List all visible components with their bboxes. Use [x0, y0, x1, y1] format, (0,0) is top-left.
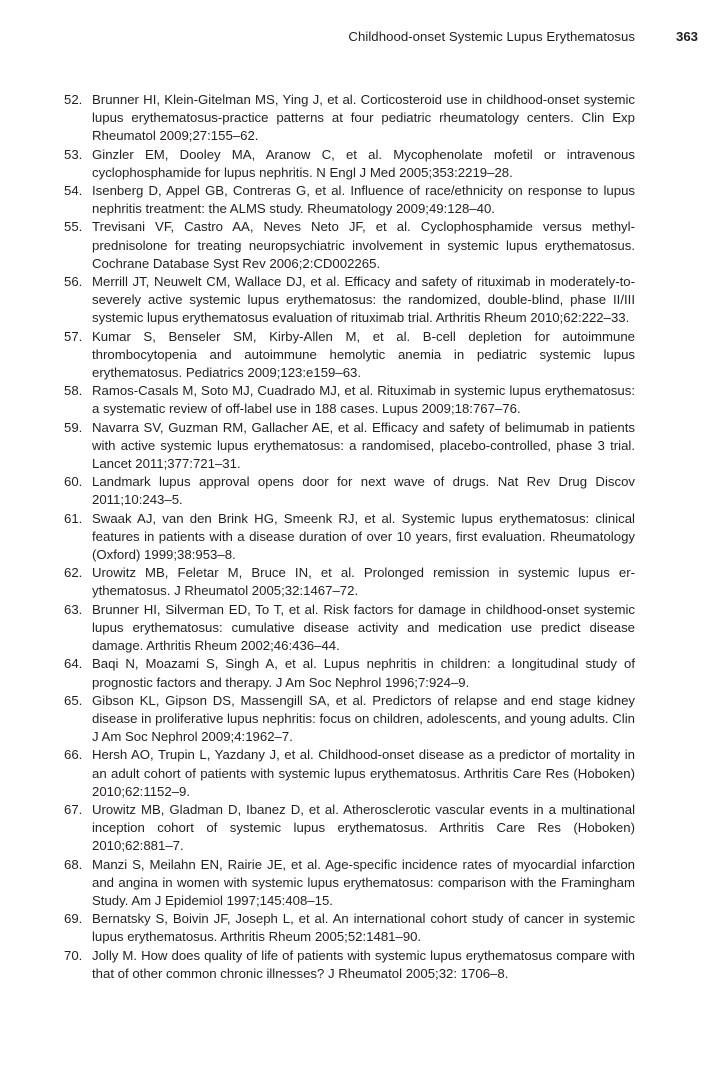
reference-item — [64, 146, 635, 182]
reference-text: Brunner HI, Silverman ED, To T, et al. Risk factors for damage in childhood-onset systemic lupus erythematosus: cumulative disease activity and medication use predict disease damage. Arthritis Rheum 2002;46:436–44. — [92, 601, 635, 654]
reference-item — [64, 801, 635, 856]
reference-item — [64, 91, 635, 146]
reference-item — [64, 473, 635, 509]
reference-text: Ramos-Casals M, Soto MJ, Cuadrado MJ, et al. Rituximab in systemic lupus erythematosus: a systematic review of off-label use in 188 cases. Lupus 2009;18:767–76. — [92, 383, 635, 417]
reference-text: Jolly M. How does quality of life of patients with systemic lupus erythematosus compare with that of other common chronic illnesses? J Rheumatol 2005;32: 1706–8. — [92, 947, 635, 981]
reference-item — [64, 947, 635, 983]
reference-number: 60. — [64, 474, 83, 490]
reference-item — [64, 856, 635, 911]
reference-number: 53. — [64, 146, 83, 162]
reference-item — [64, 218, 635, 273]
reference-item — [64, 273, 635, 328]
reference-number: 69. — [64, 911, 83, 927]
reference-list — [64, 91, 635, 983]
reference-number: 59. — [64, 419, 83, 435]
reference-text: Baqi N, Moazami S, Singh A, et al. Lupus nephritis in children: a longitudinal study of prognostic factors and therapy. J Am Soc Nephrol 1996;7:924–9. — [92, 656, 635, 690]
page-number: 363 — [675, 29, 698, 44]
reference-number: 61. — [64, 510, 83, 526]
page-header — [0, 29, 728, 49]
reference-text: Merrill JT, Neuwelt CM, Wallace DJ, et al. Efficacy and safety of rituximab in moderately-to-severely active systemic lupus erythematosus: the randomized, double-blind, phase II/III systemic lupus erythematosus evaluation of rituximab trial. Arthritis Rheum 2010;62:222–33. — [92, 274, 635, 326]
reference-item — [64, 601, 635, 656]
reference-number: 63. — [64, 601, 83, 617]
reference-item — [64, 182, 635, 218]
reference-item — [64, 564, 635, 600]
reference-text: Brunner HI, Klein-Gitelman MS, Ying J, et al. Corticosteroid use in childhood-onset systemic lupus erythematosus-practice patterns at four pediatric rheumatology centers. Clin Exp Rheumatol 2009;27:155–62. — [92, 92, 635, 144]
reference-text: Kumar S, Benseler SM, Kirby-Allen M, et al. B-cell depletion for autoimmune thrombocytopenia and autoimmune hemolytic anemia in pediatric systemic lupus erythematosus. Pediatrics 2009;123:e159–63. — [92, 328, 635, 381]
reference-item — [64, 746, 635, 801]
reference-number: 56. — [64, 274, 83, 290]
reference-text: Hersh AO, Trupin L, Yazdany J, et al. Childhood-onset disease as a predictor of mortality in an adult cohort of patients with systemic lupus erythematosus. Arthritis Care Res (Hoboken) 2010;62:1152–9. — [92, 747, 635, 799]
reference-number: 66. — [64, 747, 83, 763]
reference-number: 52. — [64, 92, 83, 107]
reference-text: Landmark lupus approval opens door for next wave of drugs. Nat Rev Drug Discov 2011;10:243–5. — [92, 474, 635, 508]
reference-number: 64. — [64, 656, 83, 672]
reference-item — [64, 382, 635, 418]
reference-text: Trevisani VF, Castro AA, Neves Neto JF, et al. Cyclophosphamide versus methylprednisolone for treating neuropsychiatric involvement in systemic lupus erythematosus. Cochrane Database Syst Rev 2006;2:CD002265. — [92, 219, 635, 271]
reference-text: Urowitz MB, Feletar M, Bruce IN, et al. Prolonged remission in systemic lupus erythematosus. J Rheumatol 2005;32:1467–72. — [92, 565, 635, 599]
reference-number: 65. — [64, 692, 83, 708]
reference-number: 62. — [64, 565, 83, 581]
reference-number: 57. — [64, 328, 83, 344]
reference-item — [64, 328, 635, 383]
reference-text: Ginzler EM, Dooley MA, Aranow C, et al. Mycophenolate mofetil or intravenous cyclophosphamide for lupus nephritis. N Engl J Med 2005;353:2219–28. — [92, 146, 635, 180]
reference-item — [64, 419, 635, 474]
reference-item — [64, 655, 635, 691]
reference-text: Swaak AJ, van den Brink HG, Smeenk RJ, et al. Systemic lupus erythematosus: clinical features in patients with a disease duration of over 10 years, first evaluation. Rheumatology (Oxford) 1999;38:953–8. — [92, 510, 635, 563]
reference-number: 54. — [64, 183, 83, 199]
reference-number: 55. — [64, 219, 83, 235]
reference-number: 58. — [64, 383, 83, 399]
reference-text: Bernatsky S, Boivin JF, Joseph L, et al. An international cohort study of cancer in systemic lupus erythematosus. Arthritis Rheum 2005;52:1481–90. — [92, 911, 635, 945]
reference-text: Gibson KL, Gipson DS, Massengill SA, et al. Predictors of relapse and end stage kidney disease in proliferative lupus nephritis: focus on children, adolescents, and young adults. Clin J Am Soc Nephrol 2009;4:1962–7. — [92, 692, 635, 745]
reference-text: Urowitz MB, Gladman D, Ibanez D, et al. Atherosclerotic vascular events in a multinational inception cohort of systemic lupus erythematosus. Arthritis Care Res (Hoboken) 2010;62:881–7. — [92, 801, 635, 854]
running-title: Childhood-onset Systemic Lupus Erythematosus — [348, 29, 635, 44]
reference-item — [64, 510, 635, 565]
reference-item — [64, 692, 635, 747]
reference-item — [64, 910, 635, 946]
reference-number: 68. — [64, 856, 83, 872]
reference-text: Isenberg D, Appel GB, Contreras G, et al. Influence of race/ethnicity on response to lupus nephritis treatment: the ALMS study. Rheumatology 2009;49:128–40. — [92, 183, 635, 217]
reference-number: 70. — [64, 947, 83, 963]
reference-text: Navarra SV, Guzman RM, Gallacher AE, et al. Efficacy and safety of belimumab in patients with active systemic lupus erythematosus: a randomised, placebo-controlled, phase 3 trial. Lancet 2011;377:721–31. — [92, 419, 635, 472]
reference-number: 67. — [64, 801, 83, 817]
reference-text: Manzi S, Meilahn EN, Rairie JE, et al. Age-specific incidence rates of myocardial infarction and angina in women with systemic lupus erythematosus: comparison with the Framingham Study. Am J Epidemiol 1997;145:408–15. — [92, 856, 635, 908]
